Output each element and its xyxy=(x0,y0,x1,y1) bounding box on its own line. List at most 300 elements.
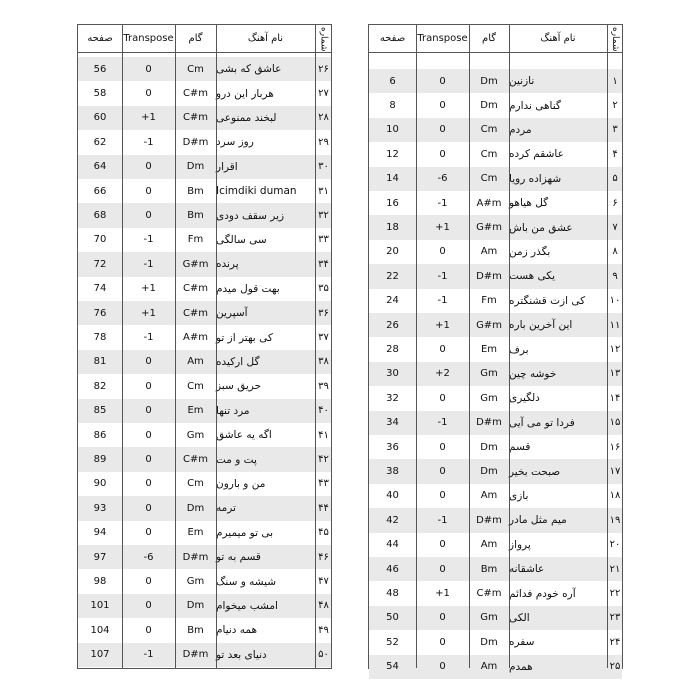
song-name-cell: شهزاده رویا xyxy=(509,172,562,185)
table-row xyxy=(78,496,331,520)
transpose-cell: 0 xyxy=(439,441,446,453)
table-row xyxy=(78,643,331,667)
page-cell: 62 xyxy=(93,136,107,148)
key-cell: Dm xyxy=(480,636,498,648)
transpose-cell: +1 xyxy=(141,283,156,295)
page-cell: 74 xyxy=(93,283,107,295)
key-cell: D#m xyxy=(182,649,209,661)
table-row xyxy=(369,533,622,557)
transpose-cell: -1 xyxy=(437,197,448,209)
page-cell: 104 xyxy=(90,624,110,636)
key-cell: Am xyxy=(480,490,498,502)
key-cell: Am xyxy=(480,661,498,673)
song-number-cell: ۲۵ xyxy=(609,661,621,673)
header-page: صفحه xyxy=(379,33,406,44)
song-name-cell: برف xyxy=(509,343,529,356)
key-cell: A#m xyxy=(183,332,208,344)
page-cell: 58 xyxy=(93,88,107,100)
page-cell: 82 xyxy=(93,380,107,392)
song-number-cell: ۲۴ xyxy=(609,636,621,648)
table-row xyxy=(369,240,622,264)
table-row xyxy=(78,618,331,642)
key-cell: C#m xyxy=(476,588,502,600)
page-cell: 26 xyxy=(386,319,399,331)
page-cell: 68 xyxy=(93,210,107,222)
key-cell: Bm xyxy=(187,185,204,197)
table-row xyxy=(369,69,622,93)
key-cell: Dm xyxy=(480,100,498,112)
page-cell: 42 xyxy=(386,514,399,526)
song-number-cell: ۳۸ xyxy=(318,356,329,368)
transpose-cell: 0 xyxy=(145,478,152,490)
transpose-cell: 0 xyxy=(145,502,152,514)
song-name-cell: قسم xyxy=(509,441,531,454)
key-cell: C#m xyxy=(182,307,209,319)
transpose-cell: 0 xyxy=(145,454,152,466)
key-cell: Gm xyxy=(480,612,498,624)
table-row xyxy=(78,374,331,398)
key-cell: Cm xyxy=(480,148,498,160)
table-row xyxy=(369,655,622,679)
song-number-cell: ۱۷ xyxy=(609,466,621,478)
table-row xyxy=(369,313,622,337)
page-cell: 36 xyxy=(386,441,399,453)
transpose-cell: 0 xyxy=(439,124,446,136)
transpose-cell: +1 xyxy=(141,112,156,124)
key-cell: Fm xyxy=(187,234,204,246)
key-cell: Bm xyxy=(480,563,498,575)
song-number-cell: ۲۲ xyxy=(609,588,621,600)
song-name-cell: روز سرد xyxy=(216,136,254,149)
song-number-cell: ۴۵ xyxy=(318,527,329,539)
key-cell: D#m xyxy=(182,551,209,563)
table-row xyxy=(369,93,622,117)
song-number-cell: ۳۵ xyxy=(318,283,329,295)
table-row xyxy=(78,423,331,447)
key-cell: D#m xyxy=(476,270,502,282)
key-cell: Em xyxy=(187,527,204,539)
song-name-cell: لبخند ممنوعی xyxy=(216,111,277,124)
table-row xyxy=(369,606,622,630)
table-row xyxy=(78,569,331,593)
key-cell: Dm xyxy=(480,441,498,453)
song-number-cell: ۳ xyxy=(612,124,618,136)
table-row xyxy=(369,142,622,166)
table-row xyxy=(78,277,331,301)
table-row xyxy=(369,362,622,386)
page-cell: 24 xyxy=(386,295,399,307)
key-cell: Am xyxy=(480,539,498,551)
page-cell: 38 xyxy=(386,466,399,478)
song-number-cell: ۴۷ xyxy=(318,576,329,588)
song-number-cell: ۳۹ xyxy=(318,380,329,392)
transpose-cell: 0 xyxy=(145,576,152,588)
table-row xyxy=(78,81,331,105)
key-cell: C#m xyxy=(182,454,209,466)
key-cell: G#m xyxy=(476,222,502,234)
song-name-cell: کی بهتر از تو xyxy=(216,331,273,344)
song-number-cell: ۱۵ xyxy=(609,417,621,429)
page-cell: 14 xyxy=(386,173,399,185)
header-number: شماره xyxy=(318,26,329,52)
song-number-cell: ۳۱ xyxy=(318,185,329,197)
song-number-cell: ۱۰ xyxy=(609,295,621,307)
song-name-cell: عاشقانه xyxy=(509,563,545,576)
song-number-cell: ۴۳ xyxy=(318,478,329,490)
song-name-cell: آسپرین xyxy=(216,307,248,320)
transpose-cell: 0 xyxy=(439,636,446,648)
transpose-cell: 0 xyxy=(145,63,152,75)
table-row xyxy=(78,130,331,154)
song-number-cell: ۱۳ xyxy=(609,368,621,380)
song-name-cell: شیشه و سنگ xyxy=(216,575,277,588)
song-name-cell: همه دنیام xyxy=(216,624,258,637)
page-cell: 30 xyxy=(386,368,399,380)
song-name-cell: زیر سقف دودی xyxy=(216,209,285,222)
song-number-cell: ۶ xyxy=(612,197,618,209)
transpose-cell: +2 xyxy=(435,368,450,380)
key-cell: Gm xyxy=(480,368,498,380)
table-row xyxy=(369,191,622,215)
transpose-cell: 0 xyxy=(439,75,446,87)
transpose-cell: -1 xyxy=(437,270,448,282)
table-header xyxy=(78,25,331,53)
transpose-cell: 0 xyxy=(145,624,152,636)
page-cell: 48 xyxy=(386,588,399,600)
transpose-cell: 0 xyxy=(439,539,446,551)
transpose-cell: 0 xyxy=(439,612,446,624)
transpose-cell: +1 xyxy=(435,588,450,600)
song-number-cell: ۱ xyxy=(612,75,618,87)
page-cell: 20 xyxy=(386,246,399,258)
song-number-cell: ۱۴ xyxy=(609,392,621,404)
song-name-cell: ترمه xyxy=(216,502,236,515)
key-cell: C#m xyxy=(182,112,209,124)
table-row xyxy=(78,399,331,423)
song-number-cell: ۲۳ xyxy=(609,612,621,624)
song-number-cell: ۴۶ xyxy=(318,551,329,563)
key-cell: Fm xyxy=(481,295,497,307)
key-cell: Bm xyxy=(187,624,204,636)
page-cell: 86 xyxy=(93,429,107,441)
song-name-cell: پرواز xyxy=(509,538,531,551)
transpose-cell: 0 xyxy=(145,600,152,612)
header-song: نام آهنگ xyxy=(540,33,576,44)
page-cell: 50 xyxy=(386,612,399,624)
transpose-cell: 0 xyxy=(145,210,152,222)
key-cell: Cm xyxy=(480,173,498,185)
song-name-cell: مرد تنها xyxy=(216,404,250,417)
song-name-cell: حریق سبز xyxy=(216,380,262,393)
song-name-cell: گل هیاهو xyxy=(509,197,549,210)
page-cell: 94 xyxy=(93,527,107,539)
table-row xyxy=(369,557,622,581)
song-number-cell: ۳۲ xyxy=(318,210,329,222)
song-number-cell: ۲۱ xyxy=(609,563,621,575)
song-name-cell: خوشه چین xyxy=(509,367,557,380)
table-row xyxy=(78,106,331,130)
song-name-cell: بهت قول میدم xyxy=(216,282,280,295)
page-cell: 66 xyxy=(93,185,107,197)
song-name-cell: بی تو میمیرم xyxy=(216,526,274,539)
song-number-cell: ۳۴ xyxy=(318,258,329,270)
page-cell: 44 xyxy=(386,539,399,551)
song-number-cell: ۲۰ xyxy=(609,539,621,551)
song-number-cell: ۳۰ xyxy=(318,161,329,173)
page-cell: 28 xyxy=(386,344,399,356)
table-row xyxy=(369,508,622,532)
table-row xyxy=(369,289,622,313)
header-song: نام آهنگ xyxy=(247,33,284,44)
table-row xyxy=(78,252,331,276)
transpose-cell: 0 xyxy=(439,246,446,258)
transpose-cell: 0 xyxy=(145,185,152,197)
transpose-cell: +1 xyxy=(435,222,450,234)
song-number-cell: ۴۸ xyxy=(318,600,329,612)
song-name-cell: آره خودم فدائم xyxy=(509,587,576,600)
page-cell: 81 xyxy=(93,356,107,368)
table-row xyxy=(369,337,622,361)
song-number-cell: ۴۱ xyxy=(318,429,329,441)
transpose-cell: -6 xyxy=(143,551,154,563)
song-number-cell: ۲۷ xyxy=(318,88,329,100)
page-cell: 90 xyxy=(93,478,107,490)
song-name-cell: این آخرین باره xyxy=(509,319,573,332)
key-cell: Dm xyxy=(480,75,498,87)
transpose-cell: 0 xyxy=(439,100,446,112)
song-number-cell: ۲ xyxy=(612,100,618,112)
song-name-cell: امشب میخوام xyxy=(216,599,278,612)
song-number-cell: ۳۷ xyxy=(318,332,329,344)
table-row xyxy=(78,228,331,252)
transpose-cell: 0 xyxy=(145,429,152,441)
transpose-cell: 0 xyxy=(439,392,446,404)
key-cell: Dm xyxy=(186,600,205,612)
table-row xyxy=(78,447,331,471)
song-name-cell: هربار این درو xyxy=(216,87,274,100)
transpose-cell: 0 xyxy=(145,161,152,173)
song-table-left xyxy=(77,24,332,669)
transpose-cell: +1 xyxy=(435,319,450,331)
song-name-cell: عاشقم کرده xyxy=(509,148,564,161)
page-cell: 76 xyxy=(93,307,107,319)
key-cell: D#m xyxy=(182,136,209,148)
song-number-cell: ۴۰ xyxy=(318,405,329,417)
page-cell: 52 xyxy=(386,636,399,648)
page-cell: 101 xyxy=(90,600,110,612)
song-number-cell: ۴۲ xyxy=(318,454,329,466)
header-transpose: Transpose xyxy=(123,33,174,44)
song-name-cell: قسم به تو xyxy=(216,551,261,564)
song-name-cell: گل ارکیده xyxy=(216,355,260,368)
page-cell: 46 xyxy=(386,563,399,575)
song-number-cell: ۱۲ xyxy=(609,344,621,356)
song-name-cell: گناهی ندارم xyxy=(509,99,561,112)
key-cell: Am xyxy=(187,356,204,368)
table-row xyxy=(369,118,622,142)
header-page: صفحه xyxy=(87,33,113,44)
song-number-cell: ۳۳ xyxy=(318,234,329,246)
song-number-cell: ۴۹ xyxy=(318,624,329,636)
song-name-cell: نازنین xyxy=(509,75,535,88)
song-number-cell: ۲۹ xyxy=(318,136,329,148)
header-key: گام xyxy=(188,33,203,44)
table-row xyxy=(78,203,331,227)
page-cell: 8 xyxy=(389,100,396,112)
transpose-cell: -1 xyxy=(437,514,448,526)
table-row xyxy=(369,264,622,288)
key-cell: Dm xyxy=(186,502,205,514)
key-cell: Cm xyxy=(187,63,204,75)
song-name-cell: بگذر زمن xyxy=(509,245,551,258)
page-cell: 32 xyxy=(386,392,399,404)
song-name-cell: مردم xyxy=(509,123,532,136)
table-row xyxy=(78,301,331,325)
key-cell: Bm xyxy=(187,210,204,222)
song-name-cell: فردا تو می آیی xyxy=(509,416,575,429)
transpose-cell: +1 xyxy=(141,307,156,319)
song-name-cell: صبحت بخیر xyxy=(509,465,561,478)
song-name-cell: بازی xyxy=(509,489,529,502)
song-name-cell: عاشق که بشی xyxy=(216,63,282,76)
page-cell: 64 xyxy=(93,161,107,173)
transpose-cell: -1 xyxy=(437,295,448,307)
song-number-cell: ۴۴ xyxy=(318,502,329,514)
song-number-cell: ۹ xyxy=(612,270,618,282)
key-cell: Cm xyxy=(480,124,498,136)
page-cell: 6 xyxy=(389,75,396,87)
page-cell: 70 xyxy=(93,234,107,246)
page-cell: 93 xyxy=(93,502,107,514)
transpose-cell: 0 xyxy=(439,466,446,478)
song-number-cell: ۳۶ xyxy=(318,307,329,319)
transpose-cell: 0 xyxy=(439,344,446,356)
transpose-cell: 0 xyxy=(439,490,446,502)
song-name-cell: دنیای بعد تو xyxy=(216,648,267,661)
table-row xyxy=(369,386,622,410)
transpose-cell: 0 xyxy=(145,527,152,539)
song-name-cell: سی سالگی xyxy=(216,233,267,246)
page-cell: 40 xyxy=(386,490,399,502)
table-row xyxy=(78,472,331,496)
table-row xyxy=(78,521,331,545)
key-cell: Am xyxy=(480,246,498,258)
key-cell: Em xyxy=(187,405,204,417)
song-number-cell: ۲۸ xyxy=(318,112,329,124)
page-cell: 98 xyxy=(93,576,107,588)
transpose-cell: 0 xyxy=(439,148,446,160)
page-cell: 54 xyxy=(386,661,399,673)
table-row xyxy=(369,167,622,191)
table-row xyxy=(369,630,622,654)
transpose-cell: 0 xyxy=(145,405,152,417)
key-cell: D#m xyxy=(476,514,502,526)
key-cell: Em xyxy=(480,344,498,356)
key-cell: A#m xyxy=(476,197,502,209)
key-cell: D#m xyxy=(476,417,502,429)
transpose-cell: -1 xyxy=(143,258,154,270)
page-cell: 72 xyxy=(93,258,107,270)
key-cell: Gm xyxy=(186,576,205,588)
transpose-cell: -1 xyxy=(143,332,154,344)
song-name-cell: پرنده xyxy=(216,258,239,271)
transpose-cell: -1 xyxy=(143,649,154,661)
song-number-cell: ۵۰ xyxy=(318,649,329,661)
table-row xyxy=(369,484,622,508)
transpose-cell: -1 xyxy=(437,417,448,429)
song-name-cell: دلگیری xyxy=(509,392,540,405)
song-table-right xyxy=(368,24,623,673)
page-cell: 85 xyxy=(93,405,107,417)
song-name-cell: سفره xyxy=(509,636,535,649)
song-number-cell: ۱۱ xyxy=(609,319,621,331)
key-cell: Cm xyxy=(187,478,204,490)
song-number-cell: ۷ xyxy=(612,222,618,234)
key-cell: G#m xyxy=(476,319,502,331)
table-header xyxy=(369,25,622,53)
key-cell: Gm xyxy=(186,429,205,441)
header-key: گام xyxy=(482,33,496,44)
song-name-cell: یکی هست xyxy=(509,270,556,283)
transpose-cell: 0 xyxy=(145,88,152,100)
table-row xyxy=(78,325,331,349)
song-name-cell: پت و مت xyxy=(216,453,257,466)
page-cell: 97 xyxy=(93,551,107,563)
song-name-cell: اگه یه عاشق xyxy=(216,429,272,442)
song-name-cell: همدم xyxy=(509,660,533,673)
page-cell: 89 xyxy=(93,454,107,466)
page-cell: 56 xyxy=(93,63,107,75)
page-cell: 78 xyxy=(93,332,107,344)
page-cell: 12 xyxy=(386,148,399,160)
song-number-cell: ۱۸ xyxy=(609,490,621,502)
table-row xyxy=(369,411,622,435)
transpose-cell: -1 xyxy=(143,234,154,246)
page-cell: 16 xyxy=(386,197,399,209)
transpose-cell: 0 xyxy=(439,661,446,673)
song-name-cell: میم مثل مادر xyxy=(509,514,567,527)
table-row xyxy=(78,545,331,569)
page-cell: 10 xyxy=(386,124,399,136)
table-row xyxy=(78,179,331,203)
page-cell: 22 xyxy=(386,270,399,282)
key-cell: C#m xyxy=(182,88,209,100)
song-number-cell: ۱۶ xyxy=(609,441,621,453)
key-cell: Dm xyxy=(480,466,498,478)
song-number-cell: ۲۶ xyxy=(318,63,329,75)
transpose-cell: -1 xyxy=(143,136,154,148)
table-row xyxy=(369,435,622,459)
page-cell: 107 xyxy=(90,649,110,661)
header-transpose: Transpose xyxy=(417,33,468,44)
song-number-cell: ۴ xyxy=(612,148,618,160)
key-cell: G#m xyxy=(182,258,209,270)
song-name-cell: عشق من باش xyxy=(509,221,573,234)
song-number-cell: ۱۹ xyxy=(609,514,621,526)
key-cell: C#m xyxy=(182,283,209,295)
key-cell: Dm xyxy=(186,161,205,173)
table-row xyxy=(369,581,622,605)
transpose-cell: -6 xyxy=(437,173,448,185)
song-name-cell: من و بارون xyxy=(216,477,266,490)
table-row xyxy=(78,350,331,374)
page-cell: 18 xyxy=(386,222,399,234)
song-number-cell: ۵ xyxy=(612,173,618,185)
header-number: شماره xyxy=(610,26,620,52)
table-row xyxy=(78,155,331,179)
transpose-cell: 0 xyxy=(439,563,446,575)
page-cell: 60 xyxy=(93,112,107,124)
